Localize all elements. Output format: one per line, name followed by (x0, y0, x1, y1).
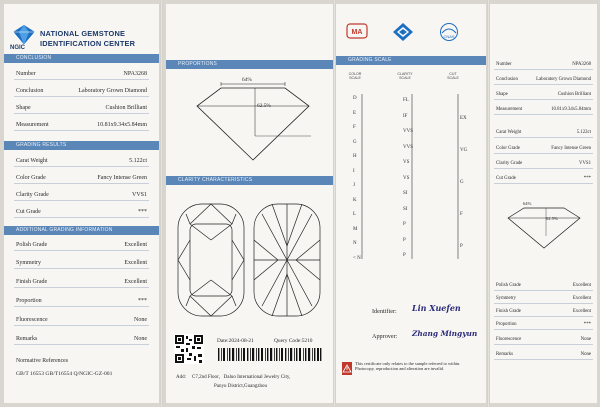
row-label: Remarks (16, 336, 38, 342)
row-shape (14, 102, 149, 114)
row-label: Number (16, 71, 36, 77)
row-label: Finish Grade (16, 279, 48, 285)
proportions-bar: PROPORTIONS (166, 60, 333, 69)
disclaimer-text: This certificate only relates to the sample referred to within. Photocopy, reproduction and alteration are invalid. (355, 361, 461, 372)
row-color (14, 172, 149, 184)
row-value: Excellent (124, 260, 147, 266)
row-conclusion (14, 85, 149, 97)
row-value: Excellent (572, 296, 591, 301)
proportion-diagram (191, 74, 316, 166)
color-scale-tick: K (353, 197, 357, 203)
clarity-scale-tick: SI (403, 206, 408, 212)
cut-scale-tick: VG (460, 148, 468, 153)
row-label: Measurement (496, 107, 523, 112)
color-scale-tick: E (353, 110, 357, 116)
row-value: Excellent (124, 242, 147, 248)
row-proportion (14, 295, 149, 307)
color-scale-tick: M (353, 226, 358, 232)
color-scale-tick: N (353, 241, 357, 246)
row-value: NPA3268 (572, 62, 591, 67)
svg-text:MA: MA (351, 29, 363, 36)
summary-panel (490, 4, 597, 403)
row-value: NPA3268 (123, 71, 147, 77)
clarity-scale-tick: P (403, 237, 406, 243)
identifier-signature: Lin Xuefen (412, 303, 461, 313)
row-label: Cut Grade (16, 209, 41, 215)
row-label: Proportion (496, 322, 517, 327)
row-cut (14, 206, 149, 218)
side-row-clarity (494, 159, 593, 169)
row-label: Color Grade (16, 175, 46, 181)
row-label: Shape (16, 105, 31, 111)
clarity-scale-tick: VVS (403, 144, 414, 150)
color-scale-tick: D (353, 96, 357, 101)
row-number (14, 68, 149, 80)
row-label: Carat Weight (496, 130, 522, 135)
depth-percent: 62.5% (257, 103, 271, 109)
side-row-cut (494, 174, 593, 184)
proportion-diagram-small (504, 200, 584, 252)
row-label: Measurement (16, 122, 49, 128)
row-label: Clarity Grade (16, 192, 49, 198)
references-title: Normative References (16, 358, 68, 364)
row-value: *** (138, 209, 147, 215)
barcode-icon (218, 348, 322, 361)
color-scale-header: COLOR SCALE (348, 72, 362, 80)
color-scale-tick: G (353, 139, 357, 145)
front-panel (4, 4, 159, 403)
row-value: Excellent (124, 279, 147, 285)
identifier-label: Identifier: (372, 308, 397, 315)
row-label: Symmetry (496, 296, 516, 301)
row-label: Cut Grade (496, 176, 516, 181)
row-measurement (14, 119, 149, 131)
cut-scale-tick: P (460, 244, 463, 249)
row-value: Excellent (572, 309, 591, 314)
warning-icon (342, 362, 352, 375)
color-scale-tick: H (353, 154, 357, 159)
side-row-number (494, 60, 593, 70)
row-label: Fluorescence (16, 317, 48, 323)
cut-scale-tick: G (460, 180, 464, 185)
row-value: Cushion Brilliant (105, 105, 147, 111)
svg-text:CNAS: CNAS (443, 34, 455, 39)
row-value: 10.81x9.34x5.84mm (97, 122, 147, 128)
row-label: Number (496, 62, 512, 67)
side-row-symmetry (494, 294, 593, 304)
row-value: VVS1 (579, 161, 591, 166)
row-value: *** (583, 322, 591, 327)
report-date: Date:2024-08-21 (217, 338, 254, 344)
row-label: Shape (496, 92, 508, 97)
side-row-color (494, 144, 593, 154)
row-label: Polish Grade (16, 242, 48, 248)
side-row-conclusion (494, 75, 593, 85)
row-finish (14, 276, 149, 288)
row-value: None (134, 336, 147, 342)
row-value: Fancy Intense Green (551, 146, 591, 151)
row-value: 5.122ct (129, 158, 147, 164)
side-depth-percent: 62.5% (546, 216, 558, 221)
clarity-scale-tick: IF (403, 113, 408, 119)
clarity-scale-tick: P (403, 222, 406, 227)
row-label: Proportion (16, 298, 42, 304)
row-label: Finish Grade (496, 309, 521, 314)
side-row-polish (494, 281, 593, 291)
row-remarks (14, 333, 149, 345)
clarity-scale-tick: VS (403, 175, 410, 181)
color-scale-tick: < N (353, 255, 361, 261)
additional-info-bar: ADDITIONAL GRADING INFORMATION (4, 226, 159, 235)
side-row-finish (494, 307, 593, 317)
row-label: Conclusion (16, 88, 44, 94)
approver-signature: Zhang Mingyun (412, 329, 478, 338)
clarity-scale-tick: VS (403, 160, 410, 165)
row-value: None (580, 352, 591, 357)
cut-scale-tick: F (460, 212, 463, 217)
qr-code-icon (174, 334, 204, 364)
row-label: Symmetry (16, 260, 41, 266)
address-label: Add: (176, 375, 186, 380)
color-scale-tick: J (353, 183, 355, 188)
row-value: VVS1 (131, 192, 147, 198)
conclusion-section-bar: CONCLUSION (4, 54, 159, 63)
scale-lines (336, 4, 486, 274)
color-scale-tick: F (353, 125, 356, 130)
row-value: 5.122ct (576, 130, 591, 135)
clarity-bar: CLARITY CHARACTERISTICS (166, 176, 333, 185)
query-code: Query Code:5210 (274, 338, 313, 344)
clarity-scale-header: CLARITY SCALE (397, 72, 413, 80)
side-row-measurement (494, 105, 593, 115)
row-value: Cushion Brilliant (557, 92, 591, 97)
grading-scale-bar: GRADING SCALE (336, 56, 486, 65)
color-scale-tick: L (353, 212, 357, 217)
row-label: Fluorescence (496, 337, 522, 342)
row-label: Conclusion (496, 77, 518, 82)
row-value: *** (138, 298, 147, 304)
row-value: Laboratory Grown Diamond (536, 77, 591, 82)
approver-label: Approver: (372, 333, 398, 340)
side-row-fluorescence (494, 335, 593, 345)
grading-results-bar: GRADING RESULTS (4, 141, 159, 150)
clarity-plot-diagram (174, 200, 326, 322)
address-line2: Panyu District,Guangzhou (214, 384, 268, 389)
scale-panel (336, 4, 486, 403)
row-value: *** (583, 176, 591, 181)
row-label: Color Grade (496, 146, 520, 151)
fold-line (160, 0, 163, 407)
row-value: Laboratory Grown Diamond (78, 88, 147, 94)
row-value: None (580, 337, 591, 342)
clarity-scale-tick: FL (403, 98, 409, 103)
row-label: Clarity Grade (496, 161, 523, 166)
cut-scale-header: CUT SCALE (447, 72, 459, 80)
logo-text: NGIC (10, 45, 25, 51)
table-percent: 64% (242, 77, 252, 83)
side-table-percent: 64% (523, 201, 532, 206)
row-polish (14, 239, 149, 251)
clarity-scale-tick: P (403, 253, 406, 258)
side-row-proportion (494, 320, 593, 330)
row-value: None (134, 317, 147, 323)
row-symmetry (14, 257, 149, 269)
row-fluorescence (14, 314, 149, 326)
row-clarity (14, 189, 149, 201)
color-scale-tick: I (353, 168, 355, 174)
side-row-carat (494, 128, 593, 138)
row-label: Remarks (496, 352, 514, 357)
row-value: Excellent (572, 283, 591, 288)
side-row-remarks (494, 350, 593, 360)
diagram-panel (166, 4, 333, 403)
row-label: Carat Weight (16, 158, 48, 164)
references-text: GB/T 16553 GB/T16554 Q/NGIC-GZ-001 (16, 371, 113, 377)
row-value: 10.81x9.34x5.84mm (551, 107, 591, 112)
clarity-scale-tick: SI (403, 191, 408, 196)
clarity-scale-tick: VVS (403, 129, 414, 134)
address-line1: C7,2nd Floor，Daluo International Jewelry City, (192, 375, 291, 380)
row-label: Polish Grade (496, 283, 521, 288)
org-name-line2: IDENTIFICATION CENTER (40, 39, 136, 48)
org-name-line1: NATIONAL GEMSTONE (40, 29, 126, 38)
cut-scale-tick: EX (460, 116, 467, 121)
side-row-shape (494, 90, 593, 100)
row-value: Fancy Intense Green (97, 175, 147, 181)
row-carat (14, 155, 149, 167)
